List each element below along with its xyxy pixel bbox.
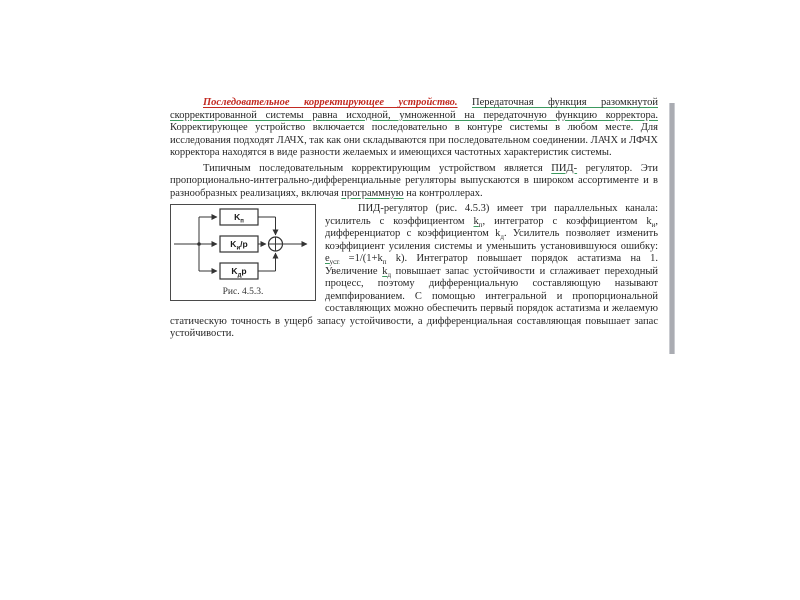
coef-kp-formula: $k_п$ [377,253,387,267]
block-label-ki: $K_и/p$ [230,239,248,252]
underlined-sentence: Передаточная функция разомкнутой скорректированной системы равна исходной, умноженной на передаточную функцию корректора. [170,97,658,121]
coef-ki: $k_и$ [646,215,656,229]
paragraph-pid-channels: $K_п$ $K_и/p$ $K_дp$ Рис. 4.5.3. ПИД-регулятор (рис. 4.5.3) имеет три параллельных канала: усилитель с коэффициентом $k_п$, интегратор с коэффициентом $k_и$, дифференциатор с коэффициентом $k_д$. Усилитель позволяет изменить коэффициент усиления системы и уменьшить установившуюся ошибку: $е_{уст} =1/(1+k_п$ k). Интегратор повышает порядок астатизма на 1. Увеличение $k_д$ повышает запас устойчивости и сглаживает переходный процесс, поэтому дифференциальную составляющую называют демпфированием. С помощью интегральной и пропорциональной составляющих можно обеспечить первый порядок астатизма и желаемую статическую точность в ущерб запасу устойчивости, а дифференциальная составляющая повышает запас устойчивости. [170,203,659,339]
document-text-block [170,97,658,341]
paragraph-intro-rest: Корректирующее устройство включается последовательно в контуре системы в любом месте. Для исследования подходят ЛАЧХ, так как они складываются при последовательном соединении. ЛАЧХ и ЛФЧХ корректора находятся в виде разности желаемых и имеющихся частотных характеристик системы. [170,122,658,158]
underlined-term-program: программную [341,187,404,199]
section-heading: Последовательное корректирующее устройство. [203,97,458,108]
coef-kd: $k_д$ [495,228,504,242]
block-label-kp: $K_п$ [234,212,244,225]
pid-block-diagram [171,205,315,287]
block-diagram-figure [170,204,316,301]
paragraph-pid-intro: Типичным последовательным корректирующим устройством является ПИД- регулятор. Эти пропорционально-интегрально-дифференциальные регуляторы выпускаются в широком ассортименте и в разнообразных реализациях, включая программную на контроллерах. [170,162,658,199]
error-symbol: $е_{уст}$ [325,253,340,267]
coef-kd-underlined: $k_д$ [382,265,391,279]
paragraph-intro [170,97,658,160]
coef-kp: $k_п$ [473,215,483,229]
block-label-kd: $K_дp$ [231,266,247,279]
vertical-scrollbar[interactable] [669,103,675,354]
figure-caption: Рис. 4.5.3. [222,287,264,297]
underlined-term-pid: ПИД- [551,162,578,174]
